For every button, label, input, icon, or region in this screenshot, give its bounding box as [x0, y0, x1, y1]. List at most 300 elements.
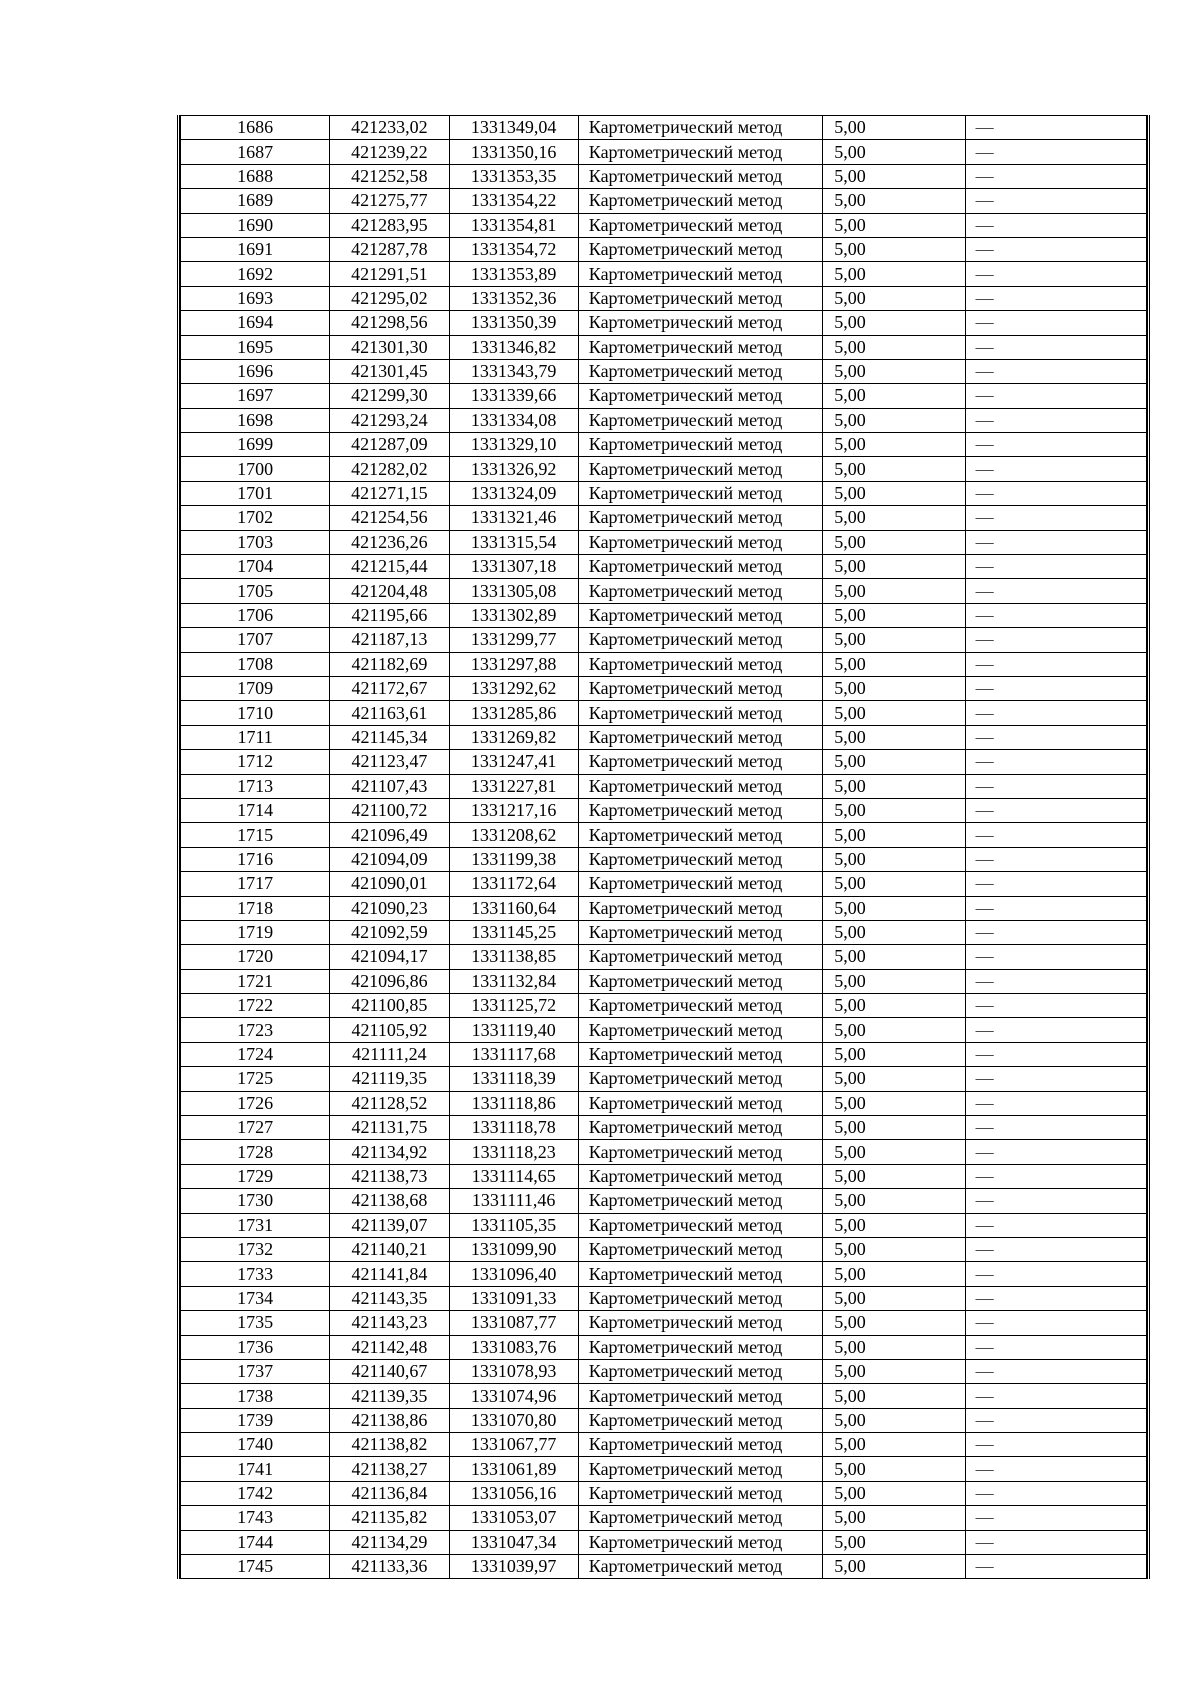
table-row: [181, 823, 1147, 847]
table-row: [181, 676, 1147, 700]
table-row: [181, 994, 1147, 1018]
y-coordinate-cell: 1331343,79: [449, 359, 578, 383]
y-coordinate-cell: 1331353,89: [449, 262, 578, 286]
accuracy-cell: 5,00: [823, 1164, 965, 1188]
point-number-cell: 1717: [181, 872, 330, 896]
x-coordinate-cell: 421138,86: [330, 1408, 449, 1432]
method-cell: Картометрический метод: [578, 1213, 823, 1237]
x-coordinate-cell: 421094,09: [330, 847, 449, 871]
description-cell: —: [965, 555, 1146, 579]
table-row: [181, 457, 1147, 481]
description-cell: —: [965, 1262, 1146, 1286]
point-number-cell: 1702: [181, 506, 330, 530]
y-coordinate-cell: 1331352,36: [449, 286, 578, 310]
accuracy-cell: 5,00: [823, 628, 965, 652]
accuracy-cell: 5,00: [823, 481, 965, 505]
description-cell: —: [965, 872, 1146, 896]
x-coordinate-cell: 421134,29: [330, 1530, 449, 1554]
table-row: [181, 1311, 1147, 1335]
accuracy-cell: 5,00: [823, 335, 965, 359]
table-row: [181, 628, 1147, 652]
x-coordinate-cell: 421123,47: [330, 750, 449, 774]
y-coordinate-cell: 1331047,34: [449, 1530, 578, 1554]
description-cell: —: [965, 311, 1146, 335]
x-coordinate-cell: 421090,01: [330, 872, 449, 896]
description-cell: —: [965, 725, 1146, 749]
accuracy-cell: 5,00: [823, 1384, 965, 1408]
method-cell: Картометрический метод: [578, 725, 823, 749]
point-number-cell: 1728: [181, 1140, 330, 1164]
description-cell: —: [965, 1018, 1146, 1042]
accuracy-cell: 5,00: [823, 1091, 965, 1115]
table-row: [181, 603, 1147, 627]
method-cell: Картометрический метод: [578, 750, 823, 774]
table-row: [181, 896, 1147, 920]
coordinates-table-frame: [177, 115, 1150, 1579]
y-coordinate-cell: 1331329,10: [449, 433, 578, 457]
accuracy-cell: 5,00: [823, 994, 965, 1018]
point-number-cell: 1720: [181, 945, 330, 969]
y-coordinate-cell: 1331118,39: [449, 1067, 578, 1091]
accuracy-cell: 5,00: [823, 945, 965, 969]
x-coordinate-cell: 421252,58: [330, 164, 449, 188]
table-row: [181, 1457, 1147, 1481]
y-coordinate-cell: 1331354,81: [449, 213, 578, 237]
method-cell: Картометрический метод: [578, 579, 823, 603]
y-coordinate-cell: 1331199,38: [449, 847, 578, 871]
method-cell: Картометрический метод: [578, 652, 823, 676]
x-coordinate-cell: 421293,24: [330, 408, 449, 432]
method-cell: Картометрический метод: [578, 1311, 823, 1335]
table-row: [181, 798, 1147, 822]
table-row: [181, 262, 1147, 286]
table-row: [181, 945, 1147, 969]
y-coordinate-cell: 1331119,40: [449, 1018, 578, 1042]
point-number-cell: 1686: [181, 116, 330, 140]
description-cell: —: [965, 1116, 1146, 1140]
accuracy-cell: 5,00: [823, 774, 965, 798]
method-cell: Картометрический метод: [578, 1164, 823, 1188]
method-cell: Картометрический метод: [578, 359, 823, 383]
description-cell: —: [965, 506, 1146, 530]
x-coordinate-cell: 421239,22: [330, 140, 449, 164]
point-number-cell: 1733: [181, 1262, 330, 1286]
x-coordinate-cell: 421282,02: [330, 457, 449, 481]
description-cell: —: [965, 1408, 1146, 1432]
description-cell: —: [965, 1164, 1146, 1188]
method-cell: Картометрический метод: [578, 1067, 823, 1091]
y-coordinate-cell: 1331099,90: [449, 1237, 578, 1261]
coordinates-table-body: [181, 116, 1147, 1579]
table-row: [181, 847, 1147, 871]
method-cell: Картометрический метод: [578, 286, 823, 310]
x-coordinate-cell: 421195,66: [330, 603, 449, 627]
table-row: [181, 1506, 1147, 1530]
accuracy-cell: 5,00: [823, 920, 965, 944]
point-number-cell: 1698: [181, 408, 330, 432]
x-coordinate-cell: 421271,15: [330, 481, 449, 505]
description-cell: —: [965, 1481, 1146, 1505]
x-coordinate-cell: 421142,48: [330, 1335, 449, 1359]
y-coordinate-cell: 1331297,88: [449, 652, 578, 676]
point-number-cell: 1690: [181, 213, 330, 237]
table-row: [181, 1262, 1147, 1286]
x-coordinate-cell: 421141,84: [330, 1262, 449, 1286]
method-cell: Картометрический метод: [578, 189, 823, 213]
table-row: [181, 335, 1147, 359]
description-cell: —: [965, 1555, 1146, 1579]
table-row: [181, 750, 1147, 774]
x-coordinate-cell: 421135,82: [330, 1506, 449, 1530]
point-number-cell: 1701: [181, 481, 330, 505]
x-coordinate-cell: 421138,82: [330, 1433, 449, 1457]
table-row: [181, 1213, 1147, 1237]
y-coordinate-cell: 1331354,22: [449, 189, 578, 213]
point-number-cell: 1700: [181, 457, 330, 481]
description-cell: —: [965, 969, 1146, 993]
method-cell: Картометрический метод: [578, 676, 823, 700]
y-coordinate-cell: 1331096,40: [449, 1262, 578, 1286]
accuracy-cell: 5,00: [823, 237, 965, 261]
description-cell: —: [965, 1237, 1146, 1261]
description-cell: —: [965, 1213, 1146, 1237]
x-coordinate-cell: 421094,17: [330, 945, 449, 969]
description-cell: —: [965, 896, 1146, 920]
y-coordinate-cell: 1331091,33: [449, 1286, 578, 1310]
description-cell: —: [965, 1506, 1146, 1530]
description-cell: —: [965, 676, 1146, 700]
accuracy-cell: 5,00: [823, 969, 965, 993]
table-row: [181, 1286, 1147, 1310]
point-number-cell: 1712: [181, 750, 330, 774]
point-number-cell: 1687: [181, 140, 330, 164]
description-cell: —: [965, 1384, 1146, 1408]
x-coordinate-cell: 421100,72: [330, 798, 449, 822]
description-cell: —: [965, 579, 1146, 603]
point-number-cell: 1722: [181, 994, 330, 1018]
method-cell: Картометрический метод: [578, 701, 823, 725]
x-coordinate-cell: 421134,92: [330, 1140, 449, 1164]
description-cell: —: [965, 237, 1146, 261]
y-coordinate-cell: 1331324,09: [449, 481, 578, 505]
point-number-cell: 1729: [181, 1164, 330, 1188]
description-cell: —: [965, 603, 1146, 627]
point-number-cell: 1739: [181, 1408, 330, 1432]
method-cell: Картометрический метод: [578, 1481, 823, 1505]
table-row: [181, 1433, 1147, 1457]
y-coordinate-cell: 1331334,08: [449, 408, 578, 432]
point-number-cell: 1710: [181, 701, 330, 725]
point-number-cell: 1714: [181, 798, 330, 822]
y-coordinate-cell: 1331285,86: [449, 701, 578, 725]
y-coordinate-cell: 1331125,72: [449, 994, 578, 1018]
y-coordinate-cell: 1331208,62: [449, 823, 578, 847]
accuracy-cell: 5,00: [823, 286, 965, 310]
point-number-cell: 1745: [181, 1555, 330, 1579]
table-row: [181, 1481, 1147, 1505]
y-coordinate-cell: 1331350,39: [449, 311, 578, 335]
point-number-cell: 1737: [181, 1359, 330, 1383]
y-coordinate-cell: 1331078,93: [449, 1359, 578, 1383]
table-row: [181, 652, 1147, 676]
y-coordinate-cell: 1331070,80: [449, 1408, 578, 1432]
x-coordinate-cell: 421299,30: [330, 384, 449, 408]
accuracy-cell: 5,00: [823, 676, 965, 700]
method-cell: Картометрический метод: [578, 506, 823, 530]
method-cell: Картометрический метод: [578, 1042, 823, 1066]
y-coordinate-cell: 1331299,77: [449, 628, 578, 652]
table-row: [181, 189, 1147, 213]
y-coordinate-cell: 1331145,25: [449, 920, 578, 944]
accuracy-cell: 5,00: [823, 1042, 965, 1066]
accuracy-cell: 5,00: [823, 140, 965, 164]
x-coordinate-cell: 421291,51: [330, 262, 449, 286]
method-cell: Картометрический метод: [578, 237, 823, 261]
y-coordinate-cell: 1331346,82: [449, 335, 578, 359]
point-number-cell: 1723: [181, 1018, 330, 1042]
accuracy-cell: 5,00: [823, 1067, 965, 1091]
description-cell: —: [965, 1067, 1146, 1091]
description-cell: —: [965, 750, 1146, 774]
accuracy-cell: 5,00: [823, 1359, 965, 1383]
accuracy-cell: 5,00: [823, 798, 965, 822]
accuracy-cell: 5,00: [823, 408, 965, 432]
x-coordinate-cell: 421139,35: [330, 1384, 449, 1408]
point-number-cell: 1692: [181, 262, 330, 286]
description-cell: —: [965, 164, 1146, 188]
table-row: [181, 1189, 1147, 1213]
x-coordinate-cell: 421128,52: [330, 1091, 449, 1115]
table-row: [181, 1359, 1147, 1383]
y-coordinate-cell: 1331114,65: [449, 1164, 578, 1188]
x-coordinate-cell: 421133,36: [330, 1555, 449, 1579]
description-cell: —: [965, 1433, 1146, 1457]
table-row: [181, 237, 1147, 261]
accuracy-cell: 5,00: [823, 530, 965, 554]
x-coordinate-cell: 421295,02: [330, 286, 449, 310]
x-coordinate-cell: 421119,35: [330, 1067, 449, 1091]
method-cell: Картометрический метод: [578, 920, 823, 944]
method-cell: Картометрический метод: [578, 872, 823, 896]
point-number-cell: 1735: [181, 1311, 330, 1335]
method-cell: Картометрический метод: [578, 433, 823, 457]
x-coordinate-cell: 421287,78: [330, 237, 449, 261]
table-row: [181, 1116, 1147, 1140]
method-cell: Картометрический метод: [578, 1506, 823, 1530]
method-cell: Картометрический метод: [578, 847, 823, 871]
table-row: [181, 481, 1147, 505]
point-number-cell: 1740: [181, 1433, 330, 1457]
table-row: [181, 774, 1147, 798]
table-row: [181, 920, 1147, 944]
point-number-cell: 1713: [181, 774, 330, 798]
method-cell: Картометрический метод: [578, 823, 823, 847]
accuracy-cell: 5,00: [823, 506, 965, 530]
accuracy-cell: 5,00: [823, 1237, 965, 1261]
description-cell: —: [965, 433, 1146, 457]
x-coordinate-cell: 421298,56: [330, 311, 449, 335]
point-number-cell: 1697: [181, 384, 330, 408]
y-coordinate-cell: 1331350,16: [449, 140, 578, 164]
accuracy-cell: 5,00: [823, 1286, 965, 1310]
method-cell: Картометрический метод: [578, 798, 823, 822]
point-number-cell: 1721: [181, 969, 330, 993]
method-cell: Картометрический метод: [578, 1530, 823, 1554]
table-row: [181, 872, 1147, 896]
y-coordinate-cell: 1331326,92: [449, 457, 578, 481]
method-cell: Картометрический метод: [578, 384, 823, 408]
accuracy-cell: 5,00: [823, 1481, 965, 1505]
description-cell: —: [965, 384, 1146, 408]
y-coordinate-cell: 1331353,35: [449, 164, 578, 188]
method-cell: Картометрический метод: [578, 335, 823, 359]
y-coordinate-cell: 1331305,08: [449, 579, 578, 603]
point-number-cell: 1742: [181, 1481, 330, 1505]
table-row: [181, 1091, 1147, 1115]
x-coordinate-cell: 421145,34: [330, 725, 449, 749]
point-number-cell: 1708: [181, 652, 330, 676]
accuracy-cell: 5,00: [823, 1408, 965, 1432]
method-cell: Картометрический метод: [578, 262, 823, 286]
accuracy-cell: 5,00: [823, 896, 965, 920]
x-coordinate-cell: 421131,75: [330, 1116, 449, 1140]
method-cell: Картометрический метод: [578, 1359, 823, 1383]
method-cell: Картометрический метод: [578, 969, 823, 993]
x-coordinate-cell: 421301,45: [330, 359, 449, 383]
point-number-cell: 1693: [181, 286, 330, 310]
point-number-cell: 1696: [181, 359, 330, 383]
table-row: [181, 555, 1147, 579]
accuracy-cell: 5,00: [823, 262, 965, 286]
accuracy-cell: 5,00: [823, 823, 965, 847]
y-coordinate-cell: 1331087,77: [449, 1311, 578, 1335]
description-cell: —: [965, 359, 1146, 383]
method-cell: Картометрический метод: [578, 1116, 823, 1140]
description-cell: —: [965, 847, 1146, 871]
y-coordinate-cell: 1331247,41: [449, 750, 578, 774]
method-cell: Картометрический метод: [578, 1140, 823, 1164]
description-cell: —: [965, 1091, 1146, 1115]
point-number-cell: 1694: [181, 311, 330, 335]
y-coordinate-cell: 1331321,46: [449, 506, 578, 530]
accuracy-cell: 5,00: [823, 1116, 965, 1140]
table-row: [181, 408, 1147, 432]
table-row: [181, 1555, 1147, 1579]
y-coordinate-cell: 1331217,16: [449, 798, 578, 822]
description-cell: —: [965, 920, 1146, 944]
method-cell: Картометрический метод: [578, 603, 823, 627]
method-cell: Картометрический метод: [578, 116, 823, 140]
method-cell: Картометрический метод: [578, 140, 823, 164]
x-coordinate-cell: 421172,67: [330, 676, 449, 700]
x-coordinate-cell: 421107,43: [330, 774, 449, 798]
y-coordinate-cell: 1331053,07: [449, 1506, 578, 1530]
description-cell: —: [965, 262, 1146, 286]
y-coordinate-cell: 1331172,64: [449, 872, 578, 896]
method-cell: Картометрический метод: [578, 1433, 823, 1457]
point-number-cell: 1738: [181, 1384, 330, 1408]
method-cell: Картометрический метод: [578, 774, 823, 798]
point-number-cell: 1706: [181, 603, 330, 627]
accuracy-cell: 5,00: [823, 847, 965, 871]
point-number-cell: 1695: [181, 335, 330, 359]
method-cell: Картометрический метод: [578, 1262, 823, 1286]
x-coordinate-cell: 421140,67: [330, 1359, 449, 1383]
table-row: [181, 116, 1147, 140]
accuracy-cell: 5,00: [823, 1311, 965, 1335]
description-cell: —: [965, 701, 1146, 725]
description-cell: —: [965, 774, 1146, 798]
description-cell: —: [965, 286, 1146, 310]
accuracy-cell: 5,00: [823, 1457, 965, 1481]
table-row: [181, 1335, 1147, 1359]
point-number-cell: 1744: [181, 1530, 330, 1554]
method-cell: Картометрический метод: [578, 1457, 823, 1481]
accuracy-cell: 5,00: [823, 579, 965, 603]
method-cell: Картометрический метод: [578, 164, 823, 188]
table-row: [181, 701, 1147, 725]
method-cell: Картометрический метод: [578, 1237, 823, 1261]
y-coordinate-cell: 1331339,66: [449, 384, 578, 408]
y-coordinate-cell: 1331138,85: [449, 945, 578, 969]
accuracy-cell: 5,00: [823, 1506, 965, 1530]
x-coordinate-cell: 421215,44: [330, 555, 449, 579]
accuracy-cell: 5,00: [823, 311, 965, 335]
point-number-cell: 1704: [181, 555, 330, 579]
description-cell: —: [965, 335, 1146, 359]
method-cell: Картометрический метод: [578, 945, 823, 969]
coordinates-table: [180, 115, 1147, 1579]
table-row: [181, 1018, 1147, 1042]
accuracy-cell: 5,00: [823, 1189, 965, 1213]
description-cell: —: [965, 1140, 1146, 1164]
description-cell: —: [965, 1189, 1146, 1213]
method-cell: Картометрический метод: [578, 896, 823, 920]
table-row: [181, 433, 1147, 457]
accuracy-cell: 5,00: [823, 116, 965, 140]
table-row: [181, 1067, 1147, 1091]
x-coordinate-cell: 421143,35: [330, 1286, 449, 1310]
description-cell: —: [965, 1335, 1146, 1359]
table-row: [181, 506, 1147, 530]
y-coordinate-cell: 1331227,81: [449, 774, 578, 798]
description-cell: —: [965, 652, 1146, 676]
description-cell: —: [965, 994, 1146, 1018]
table-row: [181, 725, 1147, 749]
point-number-cell: 1732: [181, 1237, 330, 1261]
accuracy-cell: 5,00: [823, 725, 965, 749]
description-cell: —: [965, 1286, 1146, 1310]
point-number-cell: 1736: [181, 1335, 330, 1359]
method-cell: Картометрический метод: [578, 1091, 823, 1115]
table-row: [181, 164, 1147, 188]
method-cell: Картометрический метод: [578, 555, 823, 579]
accuracy-cell: 5,00: [823, 213, 965, 237]
table-row: [181, 1140, 1147, 1164]
accuracy-cell: 5,00: [823, 1555, 965, 1579]
accuracy-cell: 5,00: [823, 164, 965, 188]
y-coordinate-cell: 1331083,76: [449, 1335, 578, 1359]
accuracy-cell: 5,00: [823, 1262, 965, 1286]
point-number-cell: 1726: [181, 1091, 330, 1115]
point-number-cell: 1734: [181, 1286, 330, 1310]
table-row: [181, 1042, 1147, 1066]
description-cell: —: [965, 140, 1146, 164]
y-coordinate-cell: 1331118,86: [449, 1091, 578, 1115]
x-coordinate-cell: 421136,84: [330, 1481, 449, 1505]
description-cell: —: [965, 408, 1146, 432]
accuracy-cell: 5,00: [823, 1335, 965, 1359]
